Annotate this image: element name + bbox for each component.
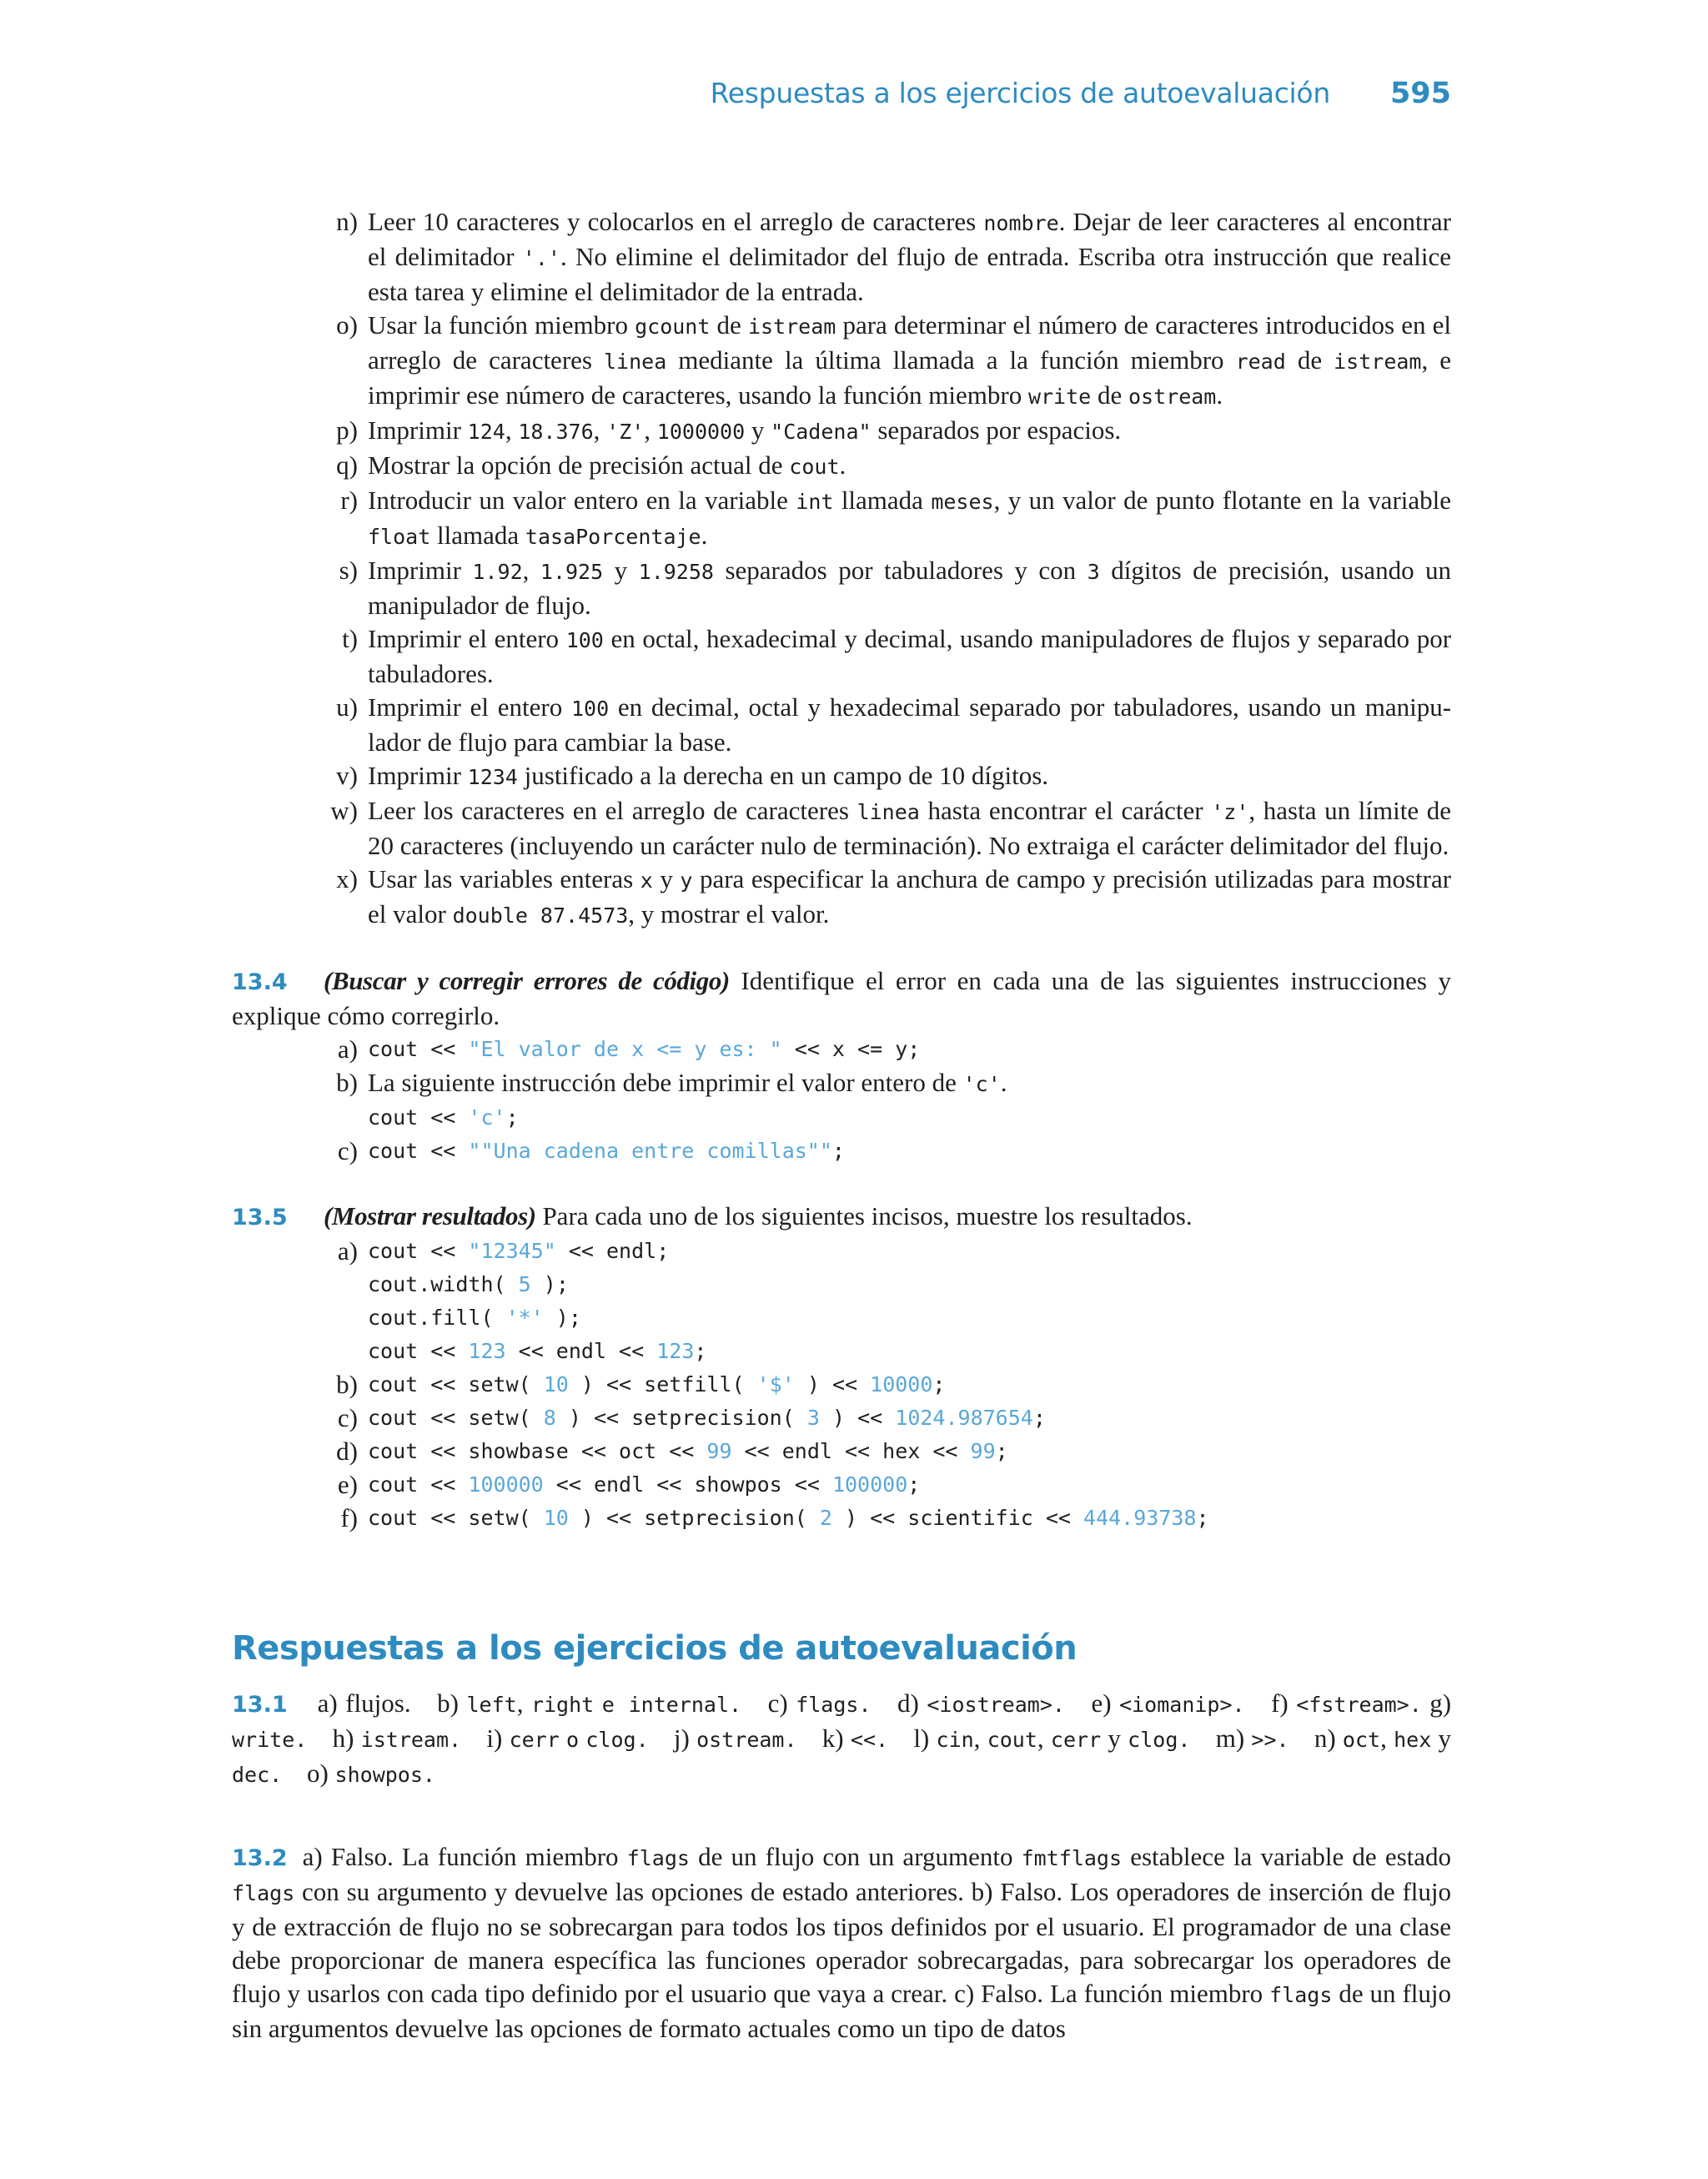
code-item-c: c) cout << ""Una cadena entre comillas""; (337, 1136, 845, 1165)
exercise-title: (Buscar y corregir errores de código) (324, 966, 730, 995)
answer-13-2: 13.2 a) Falso. La función miembro flags de un flujo con un argumento fmtflags establece la variable de estado flags con su argumento y devuelve las opciones de estado anteriores. b) Falso. Los operadores de inserción de flujo y de extracción de flujo no se sobrecargan para todos los tipos definidos por el usuario. El programador de una clase debe proporcionar de manera específica las funciones operador sobrecargadas, para sobrecargar los operadores de flujo y usarlos con cada tipo definido por el usuario que vaya a crear. c) Falso. La función miembro flags de un flujo sin argumentos devuelve las opciones de formato actuales como un tipo de datos (232, 1842, 1452, 2043)
list-item-t: t) Imprimir el entero 100 en octal, hexadecimal y decimal, usando manipuladores de flujos y separado por tabuladores. (342, 624, 1452, 688)
list-item-n: n) Leer 10 caracteres y colocarlos en el arreglo de caracteres nombre. Dejar de leer caracteres al encontrar el delimitador '.'. No elimine el delimitador del flujo de entrada. Escriba otra instrucción que realice esta tarea y elimine el delimitador de la entrada. (336, 207, 1451, 306)
exercise-13-4-heading (232, 964, 1451, 1033)
code-item-d: d) cout << showbase << oct << 99 << endl << hex << 99; (336, 1437, 1008, 1466)
exercise-intro: Para cada uno de los siguientes incisos, muestre los resultados. (542, 1201, 1193, 1230)
list-item-s: s) Imprimir 1.92, 1.925 y 1.9258 separados por tabuladores y con 3 dígitos de precisión, usando un manipulador de flujo. (339, 556, 1452, 620)
list-item-x: x) Usar las variables enteras x y y para especificar la anchura de campo y precisión utilizadas para mostrar el valor double 87.4573, y mostrar el valor. (336, 864, 1452, 928)
page-content (232, 205, 1451, 2046)
code-item-b: b) cout << setw( 10 ) << setfill( '$' ) << 10000; (336, 1370, 946, 1399)
running-head-title: Respuestas a los ejercicios de autoevaluación (710, 77, 1330, 109)
list-item-q: q) Mostrar la opción de precisión actual de cout. (336, 450, 846, 480)
running-head (0, 77, 1451, 110)
page-number: 595 (1389, 77, 1451, 110)
code-item-a: a) cout << "12345" << endl; (337, 1236, 670, 1266)
code-item-f: f) cout << setw( 10 ) << setprecision( 2 ) << scientific << 444.93738; (340, 1503, 1209, 1532)
code-item-c: c) cout << setw( 8 ) << setprecision( 3 ) << 1024.987654; (337, 1403, 1046, 1432)
code-line: cout << 123 << endl << 123; (368, 1339, 707, 1363)
code-line: cout << 'c'; (368, 1105, 519, 1130)
list-item-u: u) Imprimir el entero 100 en decimal, octal y hexadecimal separado por tabuladores, usando un manipu-lador de flujo para cambiar la base. (336, 692, 1452, 757)
exercise-13-5-heading (232, 1200, 1451, 1235)
exercise-title: (Mostrar resultados) (324, 1201, 536, 1230)
exercise-number: 13.4 (232, 969, 288, 995)
list-item-p: p) Imprimir 124, 18.376, 'Z', 1000000 y "Cadena" separados por espacios. (336, 415, 1122, 445)
section-title: Respuestas a los ejercicios de autoevaluación (232, 1629, 1078, 1668)
list-item-r: r) Introducir un valor entero en la variable int llamada meses, y un valor de punto flotante en la variable float llamada tasaPorcentaje. (340, 486, 1452, 550)
list-item-o: o) Usar la función miembro gcount de istream para determinar el número de caracteres introducidos en el arreglo de caracteres linea mediante la última llamada a la función miembro read de istream, e imprimir ese número de caracteres, usando la función miembro write de ostream. (336, 310, 1452, 410)
list-item-v: v) Imprimir 1234 justificado a la derecha en un campo de 10 dígitos. (336, 761, 1049, 790)
code-item-e: e) cout << 100000 << endl << showpos << 100000; (337, 1470, 921, 1499)
answer-number: 13.1 (232, 1692, 288, 1718)
answer-number: 13.2 (232, 1845, 288, 1871)
list-item-w: w) Leer los caracteres en el arreglo de caracteres linea hasta encontrar el carácter 'z', hasta un límite de 20 caracteres (incluyendo un carácter nulo de terminación). No extraiga el carácter delimitador del flujo. (330, 796, 1452, 860)
exercise-number: 13.5 (232, 1205, 288, 1230)
code-item-a: a) cout << "El valor de x <= y es: " << x <= y; (337, 1034, 921, 1064)
code-item-b: b) La siguiente instrucción debe imprimir el valor entero de 'c'. (336, 1068, 1007, 1097)
answer-13-1: 13.1 a) flujos. b) left, right e internal. c) flags. d) <iostream>. e) <iomanip>. f) <fstream>. g) write. h) istream. i) cerr o clog. j) ostream. k) <<. l) cin, cout, cerr y clog. m) >>. n) oct, hex y dec. o) showpos. (232, 1688, 1452, 1788)
exercise-intro: Identifique el error en cada una de las siguientes instrucciones y explique cómo corregirlo. (232, 966, 1452, 1030)
code-line: cout.fill( '*' ); (368, 1306, 581, 1330)
code-line: cout.width( 5 ); (368, 1272, 569, 1296)
